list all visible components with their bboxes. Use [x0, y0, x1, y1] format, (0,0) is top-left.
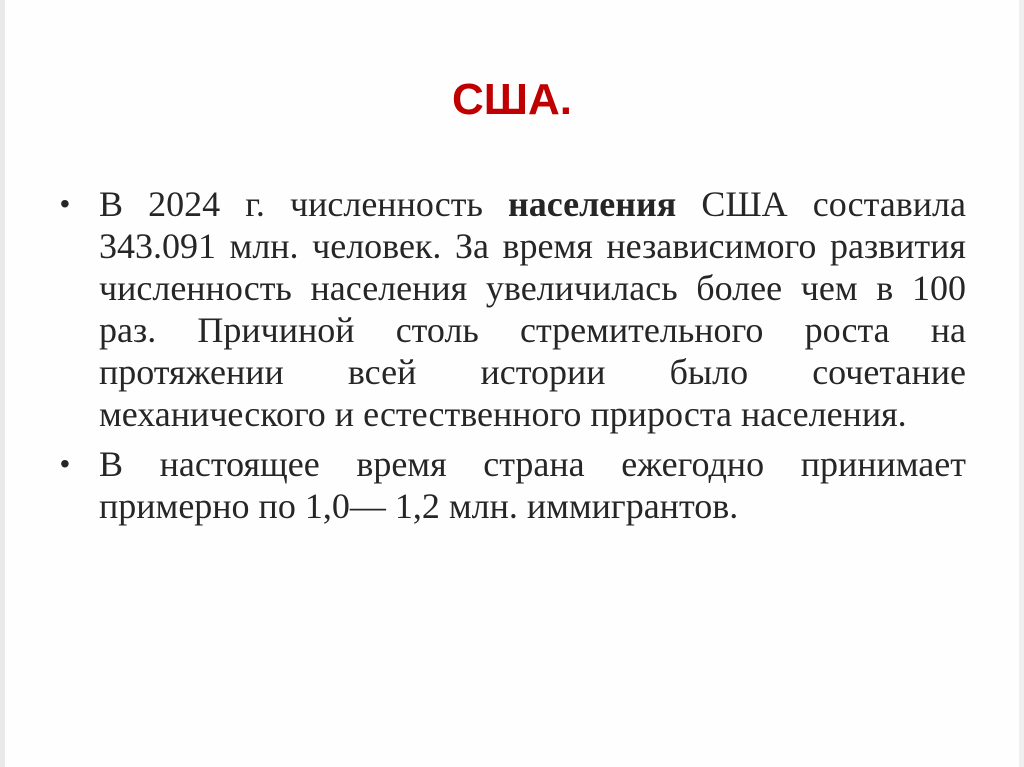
bullet-list [60, 183, 966, 535]
bullet-text-bold: населения [507, 184, 677, 224]
bullet-text: В настоящее время страна ежегодно принимает примерно по 1,0— 1,2 млн. иммигрантов. [99, 444, 966, 526]
bullet-text-start: В 2024 г. численность [99, 184, 508, 224]
bullet-icon: • [60, 448, 70, 479]
bullet-item-immigrants [60, 443, 966, 527]
bullet-item-population [60, 183, 966, 435]
bullet-text-end: США составила 343.091 млн. человек. За время независимого развития численность населения увеличилась более чем в 100 раз. Причиной столь стремительного роста на протяжении всей истории было сочетание механического и естественного прироста населения. [99, 184, 966, 434]
bullet-icon: • [60, 188, 70, 219]
slide-title: США. [452, 75, 572, 124]
